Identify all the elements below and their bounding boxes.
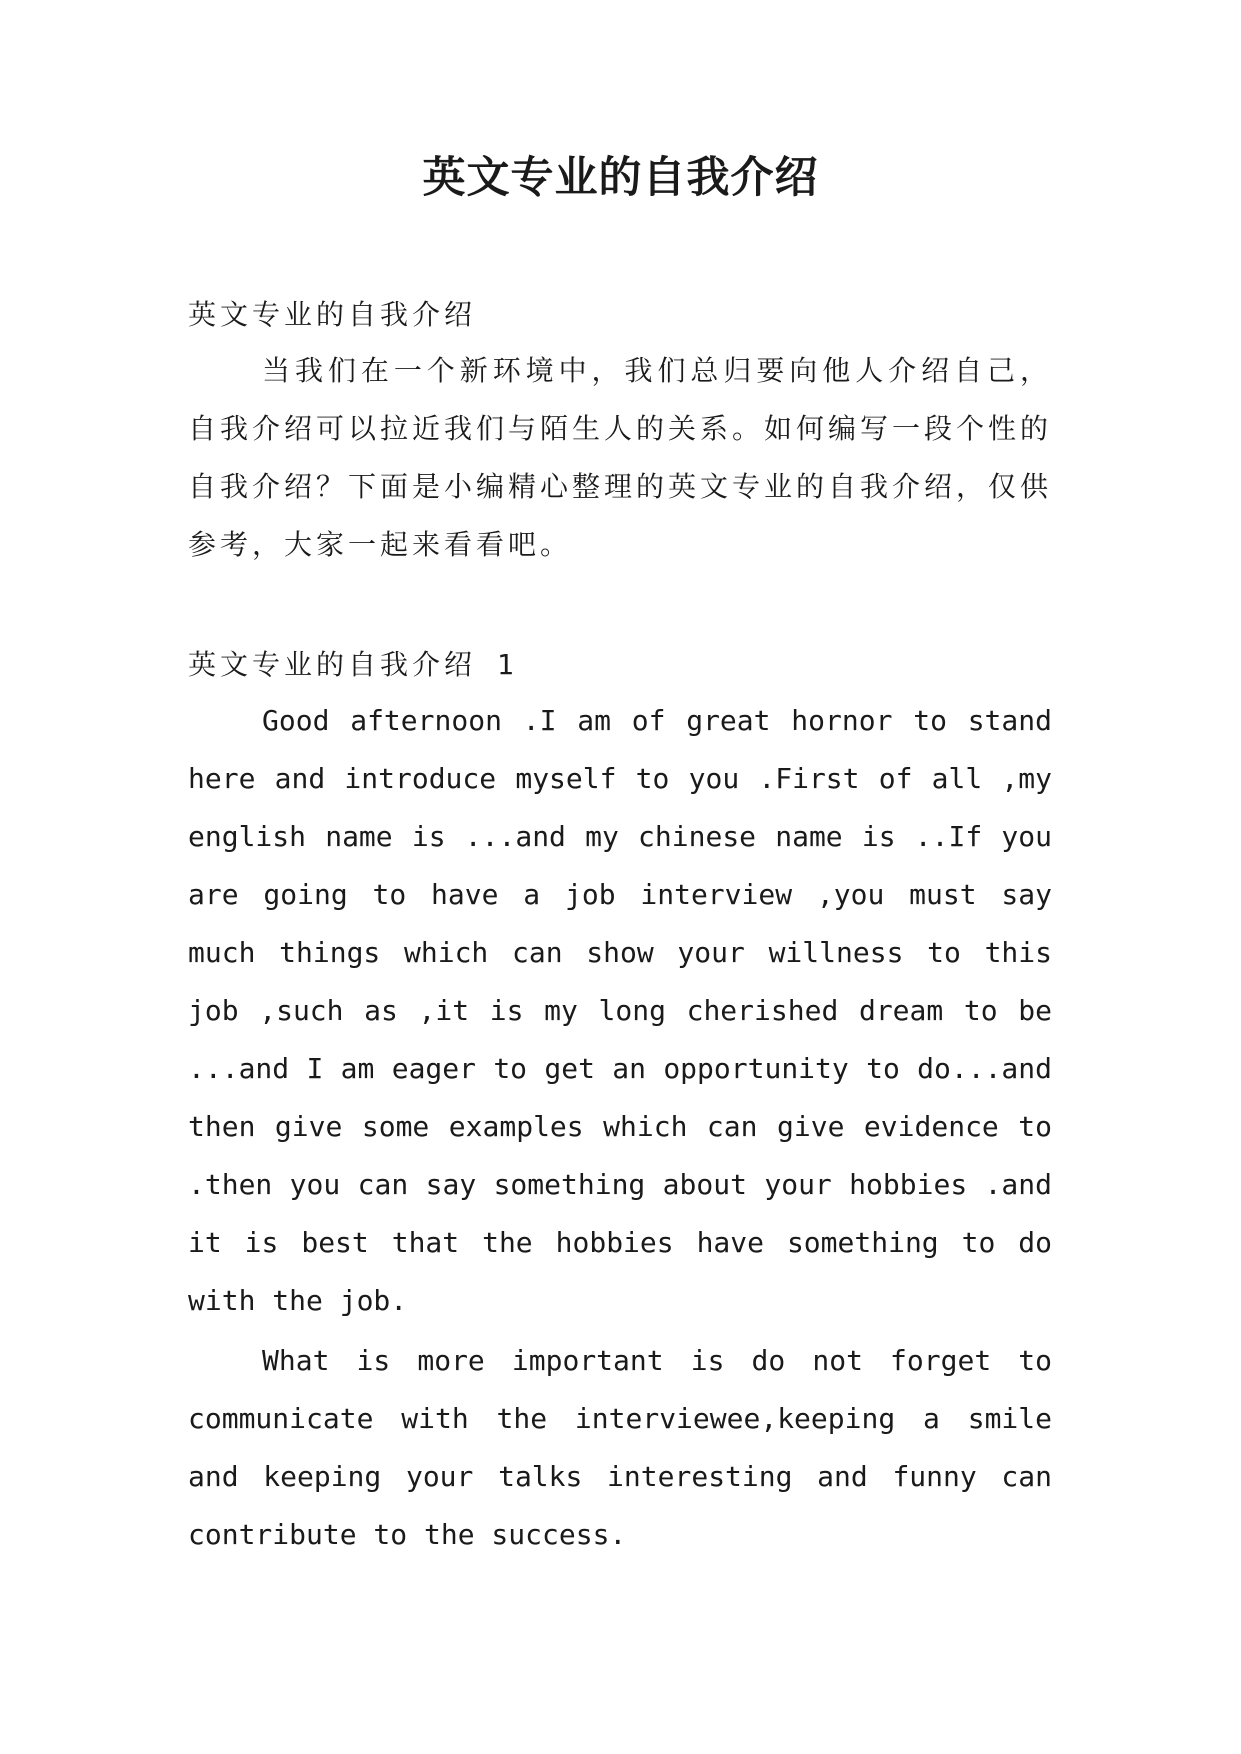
section-1-paragraph-2: What is more important is do not forget to communicate with the interviewee,keeping a smile and keeping your talks interesting and funny can contribute to the success. — [188, 1344, 1052, 1551]
intro-paragraph: 当我们在一个新环境中，我们总归要向他人介绍自己，自我介绍可以拉近我们与陌生人的关系。如何编写一段个性的自我介绍？下面是小编精心整理的英文专业的自我介绍，仅供参考，大家一起来看看吧。 — [188, 354, 1053, 561]
document-title: 英文专业的自我介绍 — [422, 153, 819, 203]
intro-heading: 英文专业的自我介绍 — [188, 298, 477, 331]
section-1-heading: 英文专业的自我介绍 1 — [188, 648, 518, 681]
section-1-paragraph-1: Good afternoon .I am of great hornor to stand here and introduce myself to you .First of all ,my english name is ...and my chinese name is ..If you are going to have a job interview ,you must say much things which can show your willness to this job ,such as ,it is my long cherished dream to be ...and I am eager to get an opportunity to do...and then give some examples which can give evidence to .then you can say something about your hobbies .and it is best that the hobbies have something to do with the job. — [188, 704, 1052, 1317]
